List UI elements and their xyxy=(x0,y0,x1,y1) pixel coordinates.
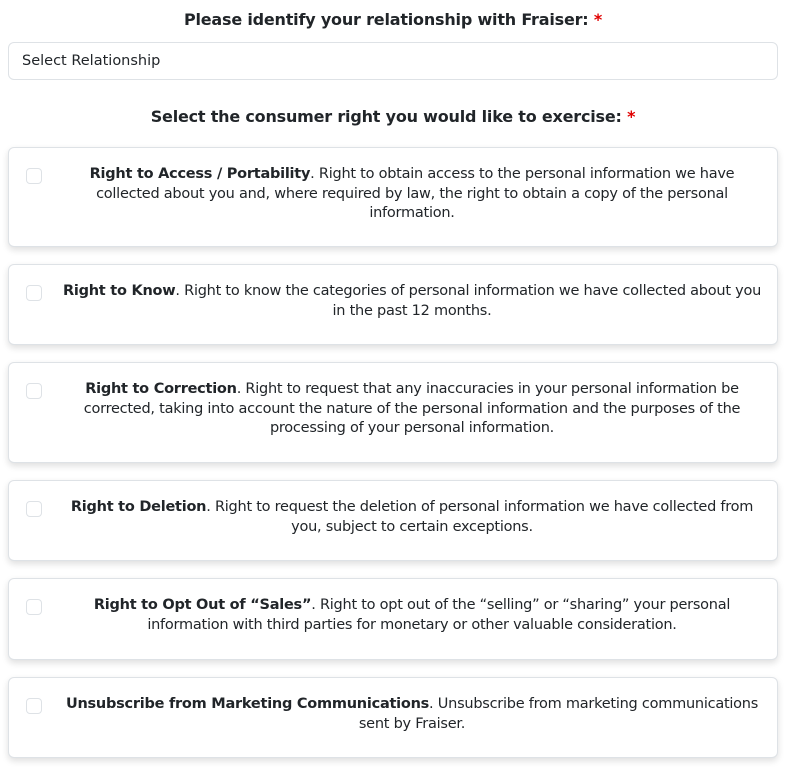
right-option-text xyxy=(61,282,763,321)
consumer-right-label xyxy=(8,106,778,128)
required-asterisk: * xyxy=(627,107,636,126)
right-option-text xyxy=(61,165,763,224)
right-option-text xyxy=(61,498,763,537)
opt-out-sales-checkbox[interactable] xyxy=(26,599,42,615)
right-option-title: Right to Opt Out of “Sales” xyxy=(93,597,312,613)
right-option-description: . Unsubscribe from marketing communications sent by Fraiser. xyxy=(358,696,759,732)
relationship-label xyxy=(8,9,778,31)
right-option-description: . Right to request the deletion of personal information we have collected from you, subject to certain exceptions. xyxy=(206,499,754,535)
right-option-description: . Right to know the categories of personal information we have collected about you in the past 12 months. xyxy=(175,283,762,319)
unsubscribe-marketing-checkbox[interactable] xyxy=(26,698,42,714)
required-asterisk: * xyxy=(593,10,603,29)
relationship-label-text: Please identify your relationship with Fraiser: xyxy=(183,10,589,29)
correction-checkbox[interactable] xyxy=(26,383,42,399)
relationship-select[interactable] xyxy=(8,42,778,80)
access-portability-checkbox[interactable] xyxy=(26,168,42,184)
right-option-know[interactable] xyxy=(8,264,778,345)
right-option-text xyxy=(61,380,763,439)
right-option-access-portability[interactable] xyxy=(8,147,778,247)
right-option-title: Right to Know xyxy=(62,283,176,299)
right-option-text xyxy=(61,695,763,734)
right-option-description: . Right to obtain access to the personal information we have collected about you and, where required by law, the right to obtain a copy of the personal information. xyxy=(96,166,735,221)
right-option-description: . Right to opt out of the “selling” or “sharing” your personal information with third parties for monetary or other valuable consideration. xyxy=(147,597,731,633)
relationship-select-value: Select Relationship xyxy=(22,53,161,69)
right-option-opt-out-sales[interactable] xyxy=(8,578,778,660)
right-option-description: . Right to request that any inaccuracies in your personal information be corrected, taking into account the nature of the personal information and the purposes of the processing of your personal information. xyxy=(83,381,741,436)
right-option-correction[interactable] xyxy=(8,362,778,463)
deletion-checkbox[interactable] xyxy=(26,501,42,517)
right-option-unsubscribe-marketing[interactable] xyxy=(8,677,778,758)
right-option-text xyxy=(61,596,763,635)
right-option-title: Right to Access / Portability xyxy=(89,166,311,182)
right-option-title: Unsubscribe from Marketing Communications xyxy=(65,696,430,712)
consumer-right-label-text: Select the consumer right you would like to exercise: xyxy=(150,107,622,126)
right-option-deletion[interactable] xyxy=(8,480,778,561)
right-option-title: Right to Correction xyxy=(85,381,237,397)
right-option-title: Right to Deletion xyxy=(70,499,207,515)
know-checkbox[interactable] xyxy=(26,285,42,301)
